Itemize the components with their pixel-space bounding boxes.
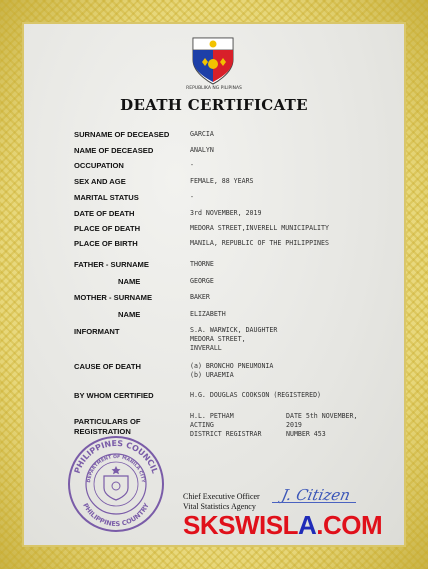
value-father-name: GEORGE (190, 277, 214, 285)
watermark-part1: SKSWISL (183, 510, 298, 540)
label-father-surname: FATHER - SURNAME (74, 260, 149, 269)
stamp-inner-text: DEPARTMENT OF MANILA CITY (86, 454, 146, 483)
label-marital-status: MARITAL STATUS (74, 193, 139, 202)
value-marital-status: - (190, 193, 194, 201)
value-occupation: - (190, 161, 194, 169)
registration-registrar: H.L. PETHAM ACTING DISTRICT REGISTRAR (190, 412, 262, 438)
label-place-of-death: PLACE OF DEATH (74, 224, 141, 233)
watermark-part3: .COM (316, 510, 383, 540)
philippine-coat-of-arms-icon (190, 34, 236, 86)
value-sex-and-age: FEMALE, 88 YEARS (190, 177, 254, 185)
label-name-of-deceased: NAME OF DECEASED (74, 146, 154, 155)
label-by-whom-certified: BY WHOM CERTIFIED (74, 391, 154, 400)
value-surname-of-deceased: GARCIA (190, 130, 214, 138)
label-particulars-of-registration: PARTICULARS OF REGISTRATION (74, 417, 141, 436)
value-mother-name: ELIZABETH (190, 310, 226, 318)
value-informant: S.A. WARWICK, DAUGHTER MEDORA STREET, INVERALL (190, 326, 278, 352)
label-informant: INFORMANT (74, 327, 120, 336)
watermark (183, 510, 382, 541)
value-place-of-death: MEDORA STREET,INVERELL MUNICIPALITY (190, 224, 329, 232)
value-mother-surname: BAKER (190, 293, 210, 301)
motto-ribbon: REPUBLIKA NG PILIPINAS (186, 86, 242, 91)
watermark-part2: A (297, 510, 317, 540)
registration-date-number: DATE 5th NOVEMBER, 2019 NUMBER 453 (286, 412, 358, 438)
label-mother-name: NAME (118, 310, 141, 319)
value-place-of-birth: MANILA, REPUBLIC OF THE PHILIPPINES (190, 239, 329, 247)
value-cause-of-death: (a) BRONCHO PNEUMONIA (b) URAEMIA (190, 362, 274, 379)
signature: J. Citizen (280, 486, 352, 504)
label-cause-of-death: CAUSE OF DEATH (74, 362, 141, 371)
signatory-title-line2: Vital Statistics Agency (183, 502, 256, 511)
label-surname-of-deceased: SURNAME OF DECEASED (74, 130, 170, 139)
value-father-surname: THORNE (190, 260, 214, 268)
page-title: DEATH CERTIFICATE (120, 96, 308, 114)
signatory-title-line1: Chief Executive Officer (183, 492, 260, 501)
label-sex-and-age: SEX AND AGE (74, 177, 126, 186)
value-name-of-deceased: ANALYN (190, 146, 214, 154)
label-place-of-birth: PLACE OF BIRTH (74, 239, 138, 248)
value-by-whom-certified: H.G. DOUGLAS COOKSON (REGISTERED) (190, 391, 322, 399)
official-stamp-icon (66, 434, 166, 534)
label-occupation: OCCUPATION (74, 161, 124, 170)
label-mother-surname: MOTHER - SURNAME (74, 293, 153, 302)
stamp-bottom-text: PHILIPPINES COUNTRY (81, 501, 151, 529)
label-date-of-death: DATE OF DEATH (74, 209, 135, 218)
value-date-of-death: 3rd NOVEMBER, 2019 (190, 209, 262, 217)
label-father-name: NAME (118, 277, 141, 286)
stamp-top-text: PHILIPPINES COUNCIL (72, 438, 160, 475)
signature-line (272, 502, 356, 503)
